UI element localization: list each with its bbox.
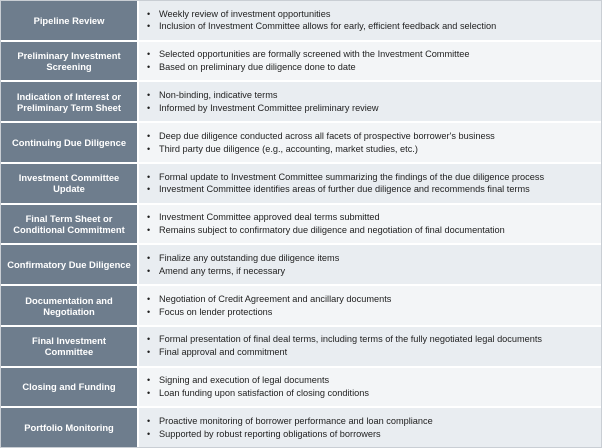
stage-details: [139, 408, 601, 447]
bullet-icon: •: [147, 212, 151, 223]
bullet-list: [147, 374, 595, 400]
bullet-item: [147, 428, 595, 441]
stage-label: Confirmatory Due Diligence: [1, 245, 139, 284]
bullet-item: [147, 8, 595, 21]
process-row-continuing-due-diligence: [1, 123, 601, 164]
stage-details: [139, 164, 601, 203]
stage-label: Investment Committee Update: [1, 164, 139, 203]
bullet-item: [147, 224, 595, 237]
process-row-confirmatory-due-diligence: [1, 245, 601, 286]
bullet-list: [147, 171, 595, 197]
bullet-text: Investment Committee approved deal terms submitted: [159, 212, 380, 223]
bullet-list: [147, 415, 595, 441]
bullet-item: [147, 265, 595, 278]
bullet-list: [147, 89, 595, 115]
bullet-text: Formal presentation of final deal terms, including terms of the fully negotiated legal documents: [159, 334, 543, 345]
bullet-item: [147, 183, 595, 196]
bullet-text: Loan funding upon satisfaction of closing conditions: [159, 387, 369, 398]
stage-label: Indication of Interest or Preliminary Term Sheet: [1, 82, 139, 121]
stage-label: Documentation and Negotiation: [1, 286, 139, 325]
bullet-icon: •: [147, 8, 151, 19]
bullet-text: Deep due diligence conducted across all facets of prospective borrower's business: [159, 130, 495, 141]
bullet-item: [147, 89, 595, 102]
bullet-text: Focus on lender protections: [159, 306, 273, 317]
bullet-icon: •: [147, 62, 151, 73]
bullet-icon: •: [147, 428, 151, 439]
bullet-text: Remains subject to confirmatory due diligence and negotiation of final documentation: [159, 225, 505, 236]
bullet-item: [147, 415, 595, 428]
bullet-icon: •: [147, 130, 151, 141]
bullet-icon: •: [147, 49, 151, 60]
bullet-item: [147, 143, 595, 156]
bullet-text: Finalize any outstanding due diligence items: [159, 252, 340, 263]
stage-label: Final Investment Committee: [1, 327, 139, 366]
bullet-icon: •: [147, 184, 151, 195]
bullet-text: Negotiation of Credit Agreement and ancillary documents: [159, 293, 392, 304]
stage-label: Final Term Sheet or Conditional Commitment: [1, 205, 139, 244]
process-row-portfolio-monitoring: [1, 408, 601, 447]
stage-label: Portfolio Monitoring: [1, 408, 139, 447]
stage-details: [139, 205, 601, 244]
stage-details: [139, 82, 601, 121]
bullet-list: [147, 211, 595, 237]
bullet-text: Based on preliminary due diligence done to date: [159, 62, 356, 73]
bullet-icon: •: [147, 102, 151, 113]
bullet-item: [147, 346, 595, 359]
stage-details: [139, 286, 601, 325]
bullet-icon: •: [147, 225, 151, 236]
stage-details: [139, 368, 601, 407]
bullet-item: [147, 48, 595, 61]
bullet-item: [147, 171, 595, 184]
bullet-item: [147, 374, 595, 387]
bullet-item: [147, 61, 595, 74]
bullet-list: [147, 333, 595, 359]
bullet-icon: •: [147, 347, 151, 358]
bullet-text: Proactive monitoring of borrower performance and loan compliance: [159, 415, 433, 426]
bullet-icon: •: [147, 293, 151, 304]
stage-details: [139, 42, 601, 81]
process-row-final-term-sheet: [1, 205, 601, 246]
bullet-item: [147, 333, 595, 346]
bullet-text: Non-binding, indicative terms: [159, 90, 278, 101]
stage-details: [139, 245, 601, 284]
bullet-item: [147, 211, 595, 224]
bullet-icon: •: [147, 265, 151, 276]
bullet-text: Investment Committee identifies areas of further due diligence and recommends final terms: [159, 184, 530, 195]
bullet-icon: •: [147, 252, 151, 263]
bullet-list: [147, 48, 595, 74]
bullet-icon: •: [147, 375, 151, 386]
bullet-item: [147, 252, 595, 265]
bullet-item: [147, 306, 595, 319]
bullet-text: Final approval and commitment: [159, 347, 288, 358]
process-row-documentation-and-negotiation: [1, 286, 601, 327]
bullet-icon: •: [147, 334, 151, 345]
bullet-icon: •: [147, 306, 151, 317]
bullet-list: [147, 130, 595, 156]
bullet-text: Supported by robust reporting obligations of borrowers: [159, 428, 381, 439]
bullet-icon: •: [147, 143, 151, 154]
bullet-icon: •: [147, 387, 151, 398]
bullet-icon: •: [147, 21, 151, 32]
bullet-item: [147, 293, 595, 306]
bullet-item: [147, 130, 595, 143]
stage-details: [139, 327, 601, 366]
process-row-investment-committee-update: [1, 164, 601, 205]
process-row-pipeline-review: [1, 1, 601, 42]
bullet-text: Formal update to Investment Committee summarizing the findings of the due diligence process: [159, 171, 545, 182]
bullet-text: Inclusion of Investment Committee allows for early, efficient feedback and selection: [159, 21, 497, 32]
bullet-item: [147, 102, 595, 115]
bullet-list: [147, 8, 595, 34]
stage-label: Continuing Due Diligence: [1, 123, 139, 162]
bullet-text: Amend any terms, if necessary: [159, 265, 286, 276]
bullet-list: [147, 293, 595, 319]
stage-details: [139, 1, 601, 40]
bullet-text: Informed by Investment Committee preliminary review: [159, 102, 379, 113]
bullet-text: Weekly review of investment opportunities: [159, 8, 331, 19]
process-row-preliminary-investment-screening: [1, 42, 601, 83]
stage-label: Preliminary Investment Screening: [1, 42, 139, 81]
bullet-item: [147, 387, 595, 400]
process-row-closing-and-funding: [1, 368, 601, 409]
bullet-text: Signing and execution of legal documents: [159, 375, 330, 386]
bullet-text: Selected opportunities are formally screened with the Investment Committee: [159, 49, 470, 60]
stage-label: Closing and Funding: [1, 368, 139, 407]
bullet-item: [147, 20, 595, 33]
process-row-indication-of-interest: [1, 82, 601, 123]
bullet-list: [147, 252, 595, 278]
bullet-icon: •: [147, 415, 151, 426]
bullet-icon: •: [147, 171, 151, 182]
stage-details: [139, 123, 601, 162]
bullet-text: Third party due diligence (e.g., accounting, market studies, etc.): [159, 143, 418, 154]
bullet-icon: •: [147, 90, 151, 101]
stage-label: Pipeline Review: [1, 1, 139, 40]
process-row-final-investment-committee: [1, 327, 601, 368]
